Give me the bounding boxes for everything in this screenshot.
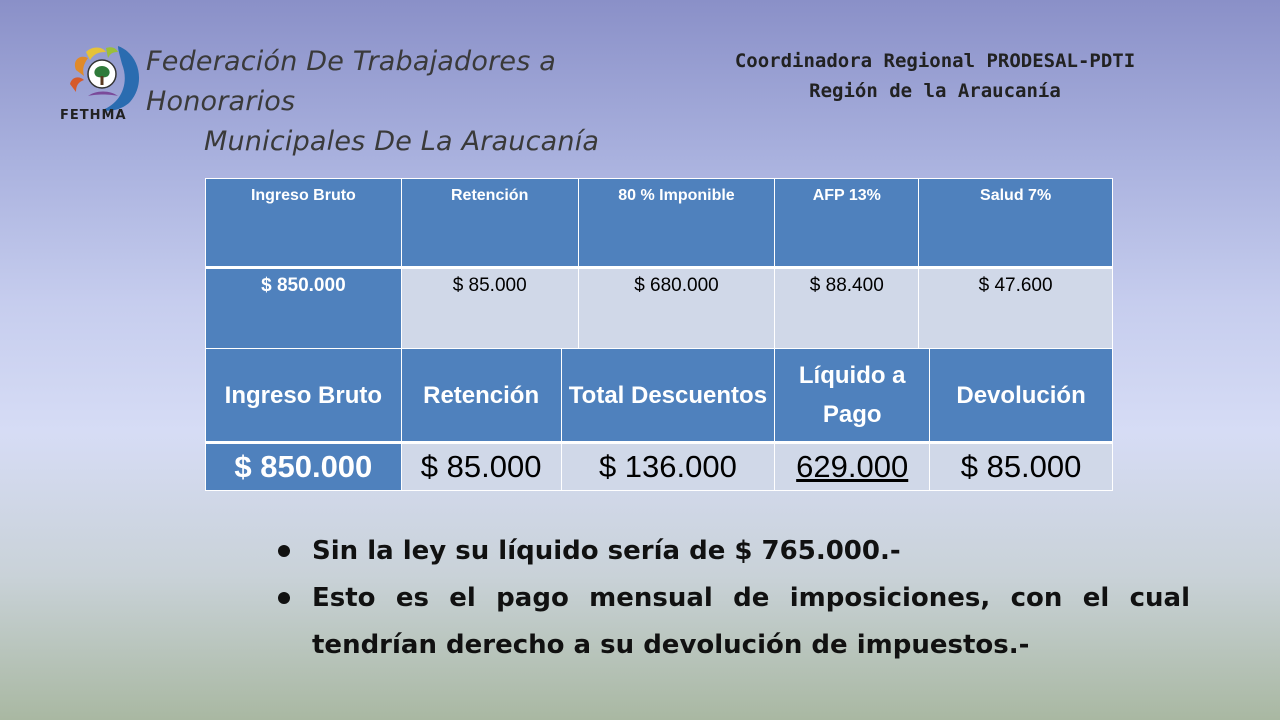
bullet-text: Esto es el pago mensual de imposiciones, con el cual tendrían derecho a su devolución de impuestos.- <box>312 583 1190 660</box>
logo-caption: FETHMA <box>60 108 127 123</box>
table-row <box>206 268 1113 349</box>
income-breakdown-table <box>205 178 1113 349</box>
table-cell <box>775 443 930 491</box>
bullet-dot-icon <box>278 545 290 557</box>
header-cell: Total Descuentos <box>561 349 775 443</box>
table-header-row <box>206 179 1113 268</box>
table-cell: $ 85.000 <box>930 443 1113 491</box>
org-name-line1: Federación De Trabajadores a Honorarios <box>146 46 557 117</box>
table-cell: $ 850.000 <box>206 268 402 349</box>
net-payment-table <box>205 348 1113 491</box>
header-cell: Ingreso Bruto <box>206 349 402 443</box>
table-cell: $ 136.000 <box>561 443 775 491</box>
coordinator-line1: Coordinadora Regional PRODESAL-PDTI <box>734 50 1136 72</box>
org-name-line2: Municipales De La Araucanía <box>204 126 600 157</box>
table-cell: $ 47.600 <box>919 268 1113 349</box>
organization-name <box>146 42 626 162</box>
table-cell: $ 850.000 <box>206 443 402 491</box>
header-cell: Ingreso Bruto <box>206 179 402 268</box>
header-cell: Retención <box>401 349 561 443</box>
table-cell: $ 88.400 <box>775 268 919 349</box>
net-payment-value: 629.000 <box>796 449 909 484</box>
coordinator-line2: Región de la Araucanía <box>809 80 1061 102</box>
table-row <box>206 443 1113 491</box>
table-cell: $ 85.000 <box>401 268 578 349</box>
coordinator-title <box>660 46 1210 106</box>
header-cell: AFP 13% <box>775 179 919 268</box>
bullet-list <box>278 528 1190 669</box>
header-cell: Líquido a Pago <box>775 349 930 443</box>
header-cell: Salud 7% <box>919 179 1113 268</box>
bullet-dot-icon <box>278 592 290 604</box>
list-item <box>278 528 1190 575</box>
header-cell: Devolución <box>930 349 1113 443</box>
bullet-text: Sin la ley su líquido sería de $ 765.000.- <box>312 536 901 566</box>
header-cell: Retención <box>401 179 578 268</box>
table-header-row <box>206 349 1113 443</box>
table-cell: $ 85.000 <box>401 443 561 491</box>
list-item <box>278 575 1190 669</box>
header-cell: 80 % Imponible <box>578 179 775 268</box>
table-cell: $ 680.000 <box>578 268 775 349</box>
